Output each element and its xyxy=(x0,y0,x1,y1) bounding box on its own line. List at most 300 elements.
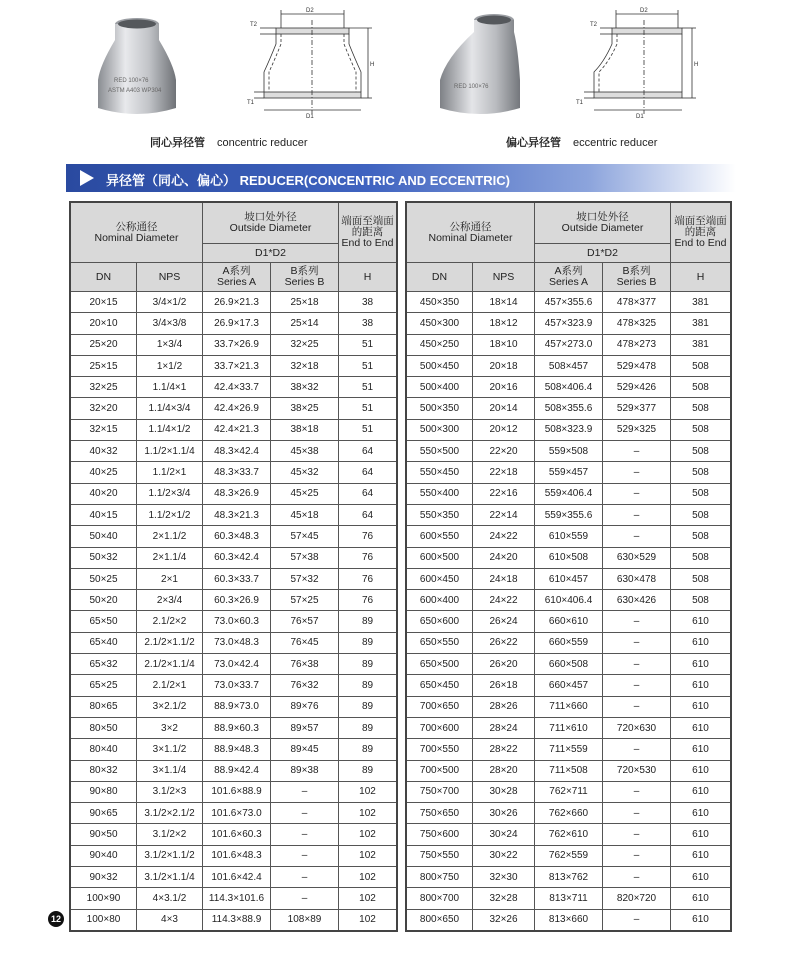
page-number: 12 xyxy=(48,911,64,927)
cell-h: 89 xyxy=(339,632,397,653)
cell-series-a: 711×660 xyxy=(535,696,603,717)
cell-nps: 30×26 xyxy=(473,803,535,824)
cell-series-a: 660×508 xyxy=(535,654,603,675)
cell-h: 64 xyxy=(339,441,397,462)
header-series-a: A系列 Series A xyxy=(203,263,271,292)
header-h: H xyxy=(339,263,397,292)
table-row xyxy=(71,568,397,589)
cell-nps: 24×22 xyxy=(473,590,535,611)
cell-series-b: 45×25 xyxy=(271,483,339,504)
cell-dn: 32×20 xyxy=(71,398,137,419)
cell-nps: 26×18 xyxy=(473,675,535,696)
cell-series-a: 42.4×21.3 xyxy=(203,419,271,440)
cell-h: 610 xyxy=(671,632,731,653)
cell-series-b: 25×14 xyxy=(271,313,339,334)
table-row xyxy=(71,909,397,930)
cell-h: 508 xyxy=(671,377,731,398)
cell-series-a: 26.9×17.3 xyxy=(203,313,271,334)
cell-series-b: – xyxy=(271,803,339,824)
cell-h: 76 xyxy=(339,547,397,568)
table-row xyxy=(407,888,731,909)
table-row xyxy=(71,696,397,717)
cell-dn: 90×65 xyxy=(71,803,137,824)
table-row xyxy=(407,355,731,376)
cell-series-a: 457×273.0 xyxy=(535,334,603,355)
cell-series-a: 711×610 xyxy=(535,717,603,738)
cell-series-a: 559×406.4 xyxy=(535,483,603,504)
cell-dn: 700×650 xyxy=(407,696,473,717)
table-row xyxy=(407,292,731,313)
cell-series-a: 711×559 xyxy=(535,739,603,760)
table-row xyxy=(71,781,397,802)
eccentric-caption-cn: 偏心异径管 xyxy=(506,137,561,149)
cell-nps: 2×1.1/4 xyxy=(137,547,203,568)
cell-h: 610 xyxy=(671,909,731,930)
cell-series-a: 508×355.6 xyxy=(535,398,603,419)
cell-series-b: – xyxy=(271,824,339,845)
cell-series-b: 630×426 xyxy=(603,590,671,611)
cell-h: 102 xyxy=(339,845,397,866)
cell-nps: 3.1/2×1.1/4 xyxy=(137,867,203,888)
cell-series-b: 478×377 xyxy=(603,292,671,313)
header-series-a: A系列 Series A xyxy=(535,263,603,292)
cell-dn: 90×50 xyxy=(71,824,137,845)
cell-series-b: 820×720 xyxy=(603,888,671,909)
cell-series-a: 610×406.4 xyxy=(535,590,603,611)
ecc-label-t1: T1 xyxy=(576,100,584,106)
cell-h: 102 xyxy=(339,803,397,824)
cell-nps: 1.1/2×1.1/4 xyxy=(137,441,203,462)
cell-h: 508 xyxy=(671,504,731,525)
cell-dn: 80×32 xyxy=(71,760,137,781)
table-row xyxy=(71,760,397,781)
table-row xyxy=(71,483,397,504)
cell-nps: 3.1/2×2 xyxy=(137,824,203,845)
cell-nps: 3×1.1/2 xyxy=(137,739,203,760)
cell-series-a: 60.3×48.3 xyxy=(203,526,271,547)
table-row xyxy=(407,803,731,824)
cell-dn: 25×15 xyxy=(71,355,137,376)
cell-h: 610 xyxy=(671,739,731,760)
cell-nps: 2×1.1/2 xyxy=(137,526,203,547)
cell-h: 381 xyxy=(671,313,731,334)
eccentric-reducer-drawing xyxy=(574,4,704,122)
cell-nps: 1×3/4 xyxy=(137,334,203,355)
cell-nps: 20×18 xyxy=(473,355,535,376)
eccentric-caption xyxy=(506,134,657,150)
concentric-reducer-photo xyxy=(92,10,182,120)
ecc-marking: RED 100×76 xyxy=(454,84,489,90)
cell-series-a: 114.3×88.9 xyxy=(203,909,271,930)
cell-h: 51 xyxy=(339,355,397,376)
cell-nps: 1×1/2 xyxy=(137,355,203,376)
table-row xyxy=(407,867,731,888)
cell-series-b: 57×25 xyxy=(271,590,339,611)
cell-nps: 26×20 xyxy=(473,654,535,675)
cell-dn: 500×300 xyxy=(407,419,473,440)
table-row xyxy=(71,313,397,334)
cell-series-a: 610×457 xyxy=(535,568,603,589)
cell-series-b: – xyxy=(603,696,671,717)
header-dn: DN xyxy=(407,263,473,292)
cell-h: 89 xyxy=(339,675,397,696)
cell-series-b: – xyxy=(603,632,671,653)
table-row xyxy=(71,632,397,653)
table-row xyxy=(407,760,731,781)
cell-dn: 32×25 xyxy=(71,377,137,398)
cell-dn: 20×15 xyxy=(71,292,137,313)
cell-nps: 2.1/2×1.1/2 xyxy=(137,632,203,653)
cell-series-a: 101.6×73.0 xyxy=(203,803,271,824)
cell-h: 89 xyxy=(339,717,397,738)
cell-series-a: 508×323.9 xyxy=(535,419,603,440)
cell-dn: 90×80 xyxy=(71,781,137,802)
table-row xyxy=(407,739,731,760)
cell-h: 51 xyxy=(339,377,397,398)
cell-h: 610 xyxy=(671,781,731,802)
cell-dn: 40×32 xyxy=(71,441,137,462)
cell-nps: 4×3.1/2 xyxy=(137,888,203,909)
cell-series-b: 45×32 xyxy=(271,462,339,483)
cell-dn: 750×550 xyxy=(407,845,473,866)
cell-series-a: 660×457 xyxy=(535,675,603,696)
ecc-label-d2: D2 xyxy=(640,8,648,14)
cell-nps: 1.1/2×1/2 xyxy=(137,504,203,525)
cell-h: 610 xyxy=(671,888,731,909)
cell-h: 610 xyxy=(671,611,731,632)
cell-series-b: 529×325 xyxy=(603,419,671,440)
cell-series-a: 42.4×33.7 xyxy=(203,377,271,398)
concentric-caption xyxy=(150,134,308,150)
table-row xyxy=(71,888,397,909)
cell-series-b: 108×89 xyxy=(271,909,339,930)
cell-dn: 450×300 xyxy=(407,313,473,334)
table-row xyxy=(407,696,731,717)
cell-dn: 40×20 xyxy=(71,483,137,504)
cell-nps: 1.1/2×1 xyxy=(137,462,203,483)
cell-h: 610 xyxy=(671,867,731,888)
cell-h: 64 xyxy=(339,483,397,504)
cell-dn: 80×40 xyxy=(71,739,137,760)
cell-dn: 800×650 xyxy=(407,909,473,930)
cell-series-a: 101.6×48.3 xyxy=(203,845,271,866)
cell-series-b: 57×45 xyxy=(271,526,339,547)
cell-series-b: – xyxy=(271,781,339,802)
cell-h: 102 xyxy=(339,824,397,845)
cell-nps: 28×24 xyxy=(473,717,535,738)
table-row xyxy=(71,504,397,525)
cell-series-a: 457×323.9 xyxy=(535,313,603,334)
cell-h: 610 xyxy=(671,717,731,738)
cell-series-a: 660×610 xyxy=(535,611,603,632)
cell-series-b: 529×478 xyxy=(603,355,671,376)
right-table-body xyxy=(407,292,731,931)
cell-nps: 3×2.1/2 xyxy=(137,696,203,717)
table-row xyxy=(407,441,731,462)
cell-series-b: 38×18 xyxy=(271,419,339,440)
table-row xyxy=(407,504,731,525)
cell-nps: 18×10 xyxy=(473,334,535,355)
cell-nps: 20×12 xyxy=(473,419,535,440)
cell-dn: 50×32 xyxy=(71,547,137,568)
cell-h: 381 xyxy=(671,292,731,313)
cell-h: 508 xyxy=(671,441,731,462)
header-od: 坡口处外径 Outside Diameter xyxy=(535,203,671,244)
cell-nps: 3×2 xyxy=(137,717,203,738)
cell-series-a: 48.3×33.7 xyxy=(203,462,271,483)
table-row xyxy=(71,739,397,760)
cell-nps: 22×18 xyxy=(473,462,535,483)
header-end: 端面至端面的距离 End to End xyxy=(671,203,731,263)
table-row xyxy=(407,590,731,611)
cell-nps: 28×22 xyxy=(473,739,535,760)
cell-dn: 100×80 xyxy=(71,909,137,930)
cell-nps: 22×20 xyxy=(473,441,535,462)
section-title: 异径管（同心、偏心） REDUCER(CONCENTRIC AND ECCENTRIC) xyxy=(106,173,510,188)
cell-nps: 30×28 xyxy=(473,781,535,802)
label-h: H xyxy=(370,62,375,68)
cell-h: 508 xyxy=(671,398,731,419)
cell-h: 508 xyxy=(671,568,731,589)
table-row xyxy=(71,611,397,632)
cell-nps: 32×30 xyxy=(473,867,535,888)
cell-dn: 550×350 xyxy=(407,504,473,525)
cell-series-b: – xyxy=(603,909,671,930)
cell-dn: 700×550 xyxy=(407,739,473,760)
cell-dn: 40×15 xyxy=(71,504,137,525)
cell-series-a: 559×355.6 xyxy=(535,504,603,525)
cell-nps: 1.1/4×3/4 xyxy=(137,398,203,419)
label-d1: D1 xyxy=(306,114,314,120)
cell-series-a: 457×355.6 xyxy=(535,292,603,313)
table-row xyxy=(407,462,731,483)
cell-h: 610 xyxy=(671,803,731,824)
cell-nps: 3×1.1/4 xyxy=(137,760,203,781)
cell-dn: 100×90 xyxy=(71,888,137,909)
concentric-caption-cn: 同心异径管 xyxy=(150,137,205,149)
cell-series-b: 720×630 xyxy=(603,717,671,738)
cell-nps: 1.1/4×1/2 xyxy=(137,419,203,440)
header-series-b: B系列 Series B xyxy=(271,263,339,292)
header-nominal: 公称通径 Nominal Diameter xyxy=(407,203,535,263)
cell-h: 51 xyxy=(339,398,397,419)
header-end: 端面至端面的距离 End to End xyxy=(339,203,397,263)
left-table-body xyxy=(71,292,397,931)
product-marking-line1: RED 100×76 xyxy=(114,78,149,84)
cell-series-a: 610×508 xyxy=(535,547,603,568)
eccentric-reducer-photo xyxy=(432,8,528,120)
cell-dn: 600×500 xyxy=(407,547,473,568)
cell-nps: 26×22 xyxy=(473,632,535,653)
cell-dn: 500×350 xyxy=(407,398,473,419)
cell-h: 76 xyxy=(339,590,397,611)
cell-series-b: – xyxy=(603,483,671,504)
cell-dn: 65×25 xyxy=(71,675,137,696)
cell-series-b: 720×530 xyxy=(603,760,671,781)
arrow-icon xyxy=(80,170,94,186)
eccentric-caption-en: eccentric reducer xyxy=(573,137,658,149)
header-series-b: B系列 Series B xyxy=(603,263,671,292)
cell-h: 38 xyxy=(339,292,397,313)
cell-series-b: – xyxy=(603,504,671,525)
cell-nps: 32×26 xyxy=(473,909,535,930)
cell-nps: 4×3 xyxy=(137,909,203,930)
cell-series-b: 89×57 xyxy=(271,717,339,738)
cell-h: 610 xyxy=(671,675,731,696)
cell-dn: 90×40 xyxy=(71,845,137,866)
cell-dn: 50×40 xyxy=(71,526,137,547)
header-od: 坡口处外径 Outside Diameter xyxy=(203,203,339,244)
cell-dn: 650×600 xyxy=(407,611,473,632)
cell-series-b: 45×18 xyxy=(271,504,339,525)
cell-dn: 450×250 xyxy=(407,334,473,355)
table-row xyxy=(407,781,731,802)
cell-series-a: 559×457 xyxy=(535,462,603,483)
cell-h: 610 xyxy=(671,760,731,781)
cell-nps: 32×28 xyxy=(473,888,535,909)
cell-series-a: 762×559 xyxy=(535,845,603,866)
cell-series-a: 88.9×60.3 xyxy=(203,717,271,738)
cell-series-b: – xyxy=(603,867,671,888)
header-dn: DN xyxy=(71,263,137,292)
cell-h: 610 xyxy=(671,845,731,866)
label-t1: T1 xyxy=(247,100,255,106)
table-row xyxy=(71,867,397,888)
cell-series-b: 89×38 xyxy=(271,760,339,781)
cell-series-a: 762×660 xyxy=(535,803,603,824)
cell-series-b: – xyxy=(271,845,339,866)
table-row xyxy=(407,717,731,738)
table-row xyxy=(71,526,397,547)
cell-series-b: 57×38 xyxy=(271,547,339,568)
cell-series-a: 73.0×42.4 xyxy=(203,654,271,675)
cell-series-a: 88.9×48.3 xyxy=(203,739,271,760)
cell-h: 508 xyxy=(671,462,731,483)
cell-series-b: 529×377 xyxy=(603,398,671,419)
cell-series-b: – xyxy=(271,867,339,888)
cell-series-a: 73.0×33.7 xyxy=(203,675,271,696)
table-row xyxy=(407,611,731,632)
cell-series-b: – xyxy=(603,781,671,802)
cell-series-a: 813×660 xyxy=(535,909,603,930)
cell-dn: 550×500 xyxy=(407,441,473,462)
cell-series-b: – xyxy=(603,739,671,760)
table-row xyxy=(71,845,397,866)
cell-dn: 450×350 xyxy=(407,292,473,313)
cell-series-b: 38×32 xyxy=(271,377,339,398)
cell-series-a: 60.3×42.4 xyxy=(203,547,271,568)
concentric-caption-en: concentric reducer xyxy=(217,137,308,149)
cell-nps: 3.1/2×3 xyxy=(137,781,203,802)
cell-nps: 2×1 xyxy=(137,568,203,589)
cell-h: 64 xyxy=(339,462,397,483)
cell-nps: 22×16 xyxy=(473,483,535,504)
cell-h: 89 xyxy=(339,760,397,781)
cell-dn: 500×450 xyxy=(407,355,473,376)
cell-nps: 2.1/2×2 xyxy=(137,611,203,632)
cell-h: 76 xyxy=(339,526,397,547)
cell-series-a: 88.9×42.4 xyxy=(203,760,271,781)
cell-dn: 65×50 xyxy=(71,611,137,632)
label-t2: T2 xyxy=(250,22,258,28)
cell-series-b: 25×18 xyxy=(271,292,339,313)
cell-nps: 2×3/4 xyxy=(137,590,203,611)
table-row xyxy=(407,334,731,355)
cell-series-b: 89×76 xyxy=(271,696,339,717)
section-banner xyxy=(66,164,736,192)
cell-series-b: 89×45 xyxy=(271,739,339,760)
cell-dn: 65×32 xyxy=(71,654,137,675)
cell-nps: 20×16 xyxy=(473,377,535,398)
cell-series-a: 559×508 xyxy=(535,441,603,462)
cell-series-a: 101.6×42.4 xyxy=(203,867,271,888)
cell-series-a: 26.9×21.3 xyxy=(203,292,271,313)
cell-nps: 3/4×1/2 xyxy=(137,292,203,313)
cell-dn: 32×15 xyxy=(71,419,137,440)
cell-series-b: – xyxy=(603,675,671,696)
cell-h: 38 xyxy=(339,313,397,334)
cell-h: 76 xyxy=(339,568,397,589)
table-row xyxy=(71,419,397,440)
cell-dn: 800×700 xyxy=(407,888,473,909)
cell-nps: 1.1/4×1 xyxy=(137,377,203,398)
cell-h: 610 xyxy=(671,824,731,845)
table-row xyxy=(407,547,731,568)
cell-h: 102 xyxy=(339,909,397,930)
cell-dn: 80×50 xyxy=(71,717,137,738)
cell-nps: 3.1/2×2.1/2 xyxy=(137,803,203,824)
header-d1d2: D1*D2 xyxy=(203,244,339,263)
table-row xyxy=(71,547,397,568)
cell-series-b: – xyxy=(603,441,671,462)
header-nps: NPS xyxy=(137,263,203,292)
cell-nps: 30×24 xyxy=(473,824,535,845)
table-row xyxy=(407,526,731,547)
cell-series-a: 73.0×48.3 xyxy=(203,632,271,653)
header-h: H xyxy=(671,263,731,292)
cell-h: 508 xyxy=(671,483,731,504)
cell-nps: 18×12 xyxy=(473,313,535,334)
header-nominal: 公称通径 Nominal Diameter xyxy=(71,203,203,263)
cell-dn: 50×20 xyxy=(71,590,137,611)
ecc-label-t2: T2 xyxy=(590,22,598,28)
header-d1d2: D1*D2 xyxy=(535,244,671,263)
cell-h: 610 xyxy=(671,654,731,675)
table-row xyxy=(407,909,731,930)
cell-nps: 24×18 xyxy=(473,568,535,589)
cell-h: 102 xyxy=(339,867,397,888)
cell-series-b: 32×25 xyxy=(271,334,339,355)
table-row xyxy=(71,462,397,483)
cell-series-b: – xyxy=(603,611,671,632)
cell-nps: 30×22 xyxy=(473,845,535,866)
cell-dn: 750×600 xyxy=(407,824,473,845)
label-d2: D2 xyxy=(306,8,314,14)
table-row xyxy=(71,654,397,675)
cell-dn: 650×550 xyxy=(407,632,473,653)
table-row xyxy=(407,568,731,589)
table-row xyxy=(71,377,397,398)
ecc-label-d1: D1 xyxy=(636,114,644,120)
cell-series-b: – xyxy=(603,654,671,675)
cell-series-b: 76×32 xyxy=(271,675,339,696)
cell-dn: 650×500 xyxy=(407,654,473,675)
cell-nps: 2.1/2×1.1/4 xyxy=(137,654,203,675)
cell-nps: 20×14 xyxy=(473,398,535,419)
table-row xyxy=(71,355,397,376)
cell-dn: 25×20 xyxy=(71,334,137,355)
table-row xyxy=(407,845,731,866)
